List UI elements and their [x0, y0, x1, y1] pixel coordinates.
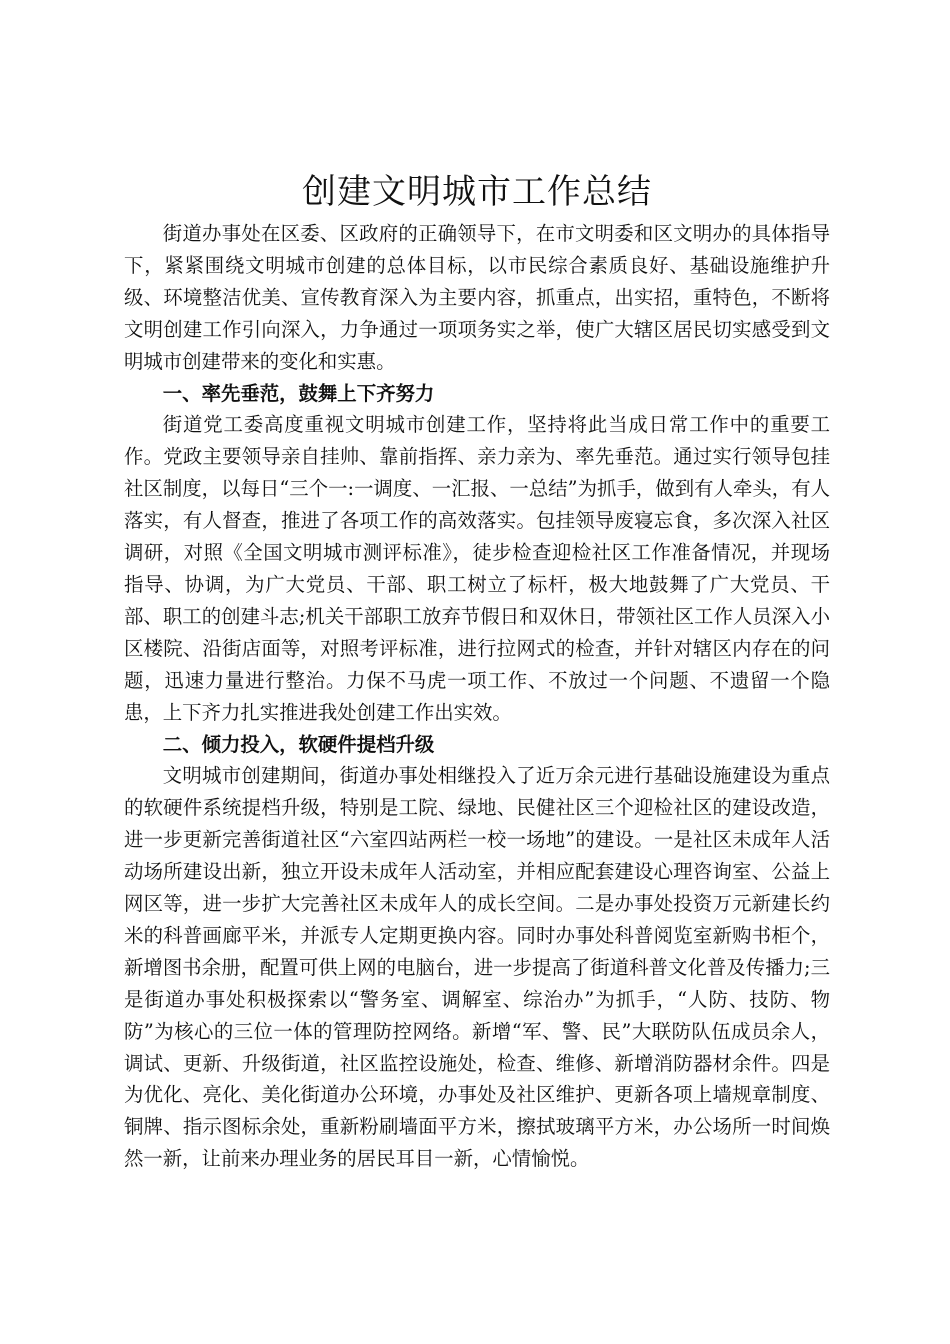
- document-title: 创建文明城市工作总结: [302, 172, 652, 212]
- intro-paragraph: 街道办事处在区委、区政府的正确领导下，在市文明委和区文明办的具体指导下，紧紧围绕文明城市创建的总体目标，以市民综合素质良好、基础设施维护升级、环境整洁优美、宣传教育深入为主要内容，抓重点，出实招，重特色，不断将文明创建工作引向深入，力争通过一项项务实之举，使广大辖区居民切实感受到文明城市创建带来的变化和实惠。: [124, 222, 830, 373]
- section-1-heading: 一、率先垂范，鼓舞上下齐努力: [162, 381, 435, 405]
- section-2-heading: 二、倾力投入，软硬件提档升级: [162, 732, 435, 756]
- section-2-paragraph: 文明城市创建期间，街道办事处相继投入了近万余元进行基础设施建设为重点的软硬件系统提档升级，特别是工院、绿地、民健社区三个迎检社区的建设改造，进一步更新完善街道社区“六室四站两栏一校一场地”的建设。一是社区未成年人活动场所建设出新，独立开设未成年人活动室，并相应配套建设心理咨询室、公益上网区等，进一步扩大完善社区未成年人的成长空间。二是办事处投资万元新建长约米的科普画廊平米，并派专人定期更换内容。同时办事处科普阅览室新购书柜个，新增图书余册，配置可供上网的电脑台，进一步提高了街道科普文化普及传播力;三是街道办事处积极探索以“警务室、调解室、综治办”为抓手，“人防、技防、物防”为核心的三位一体的管理防控网络。新增“军、警、民”大联防队伍成员余人，调试、更新、升级街道，社区监控设施处，检查、维修、新增消防器材余件。四是为优化、亮化、美化街道办公环境，办事处及社区维护、更新各项上墙规章制度、铜牌、指示图标余处，重新粉刷墙面平方米，擦拭玻璃平方米，办公场所一时间焕然一新，让前来办理业务的居民耳目一新，心情愉悦。: [124, 764, 830, 1171]
- document-page: [124, 166, 830, 1175]
- section-1-paragraph: 街道党工委高度重视文明城市创建工作，坚持将此当成日常工作中的重要工作。党政主要领导亲自挂帅、靠前指挥、亲力亲为、率先垂范。通过实行领导包挂社区制度，以每日“三个一:一调度、一汇报、一总结”为抓手，做到有人牵头，有人落实，有人督查，推进了各项工作的高效落实。包挂领导废寝忘食，多次深入社区调研，对照《全国文明城市测评标准》，徒步检查迎检社区工作准备情况，并现场指导、协调，为广大党员、干部、职工树立了标杆，极大地鼓舞了广大党员、干部、职工的创建斗志;机关干部职工放弃节假日和双休日，带领社区工作人员深入小区楼院、沿街店面等，对照考评标准，进行拉网式的检查，并针对辖区内存在的问题，迅速力量进行整治。力保不马虎一项工作、不放过一个问题、不遗留一个隐患，上下齐力扎实推进我处创建工作出实效。: [124, 413, 830, 724]
